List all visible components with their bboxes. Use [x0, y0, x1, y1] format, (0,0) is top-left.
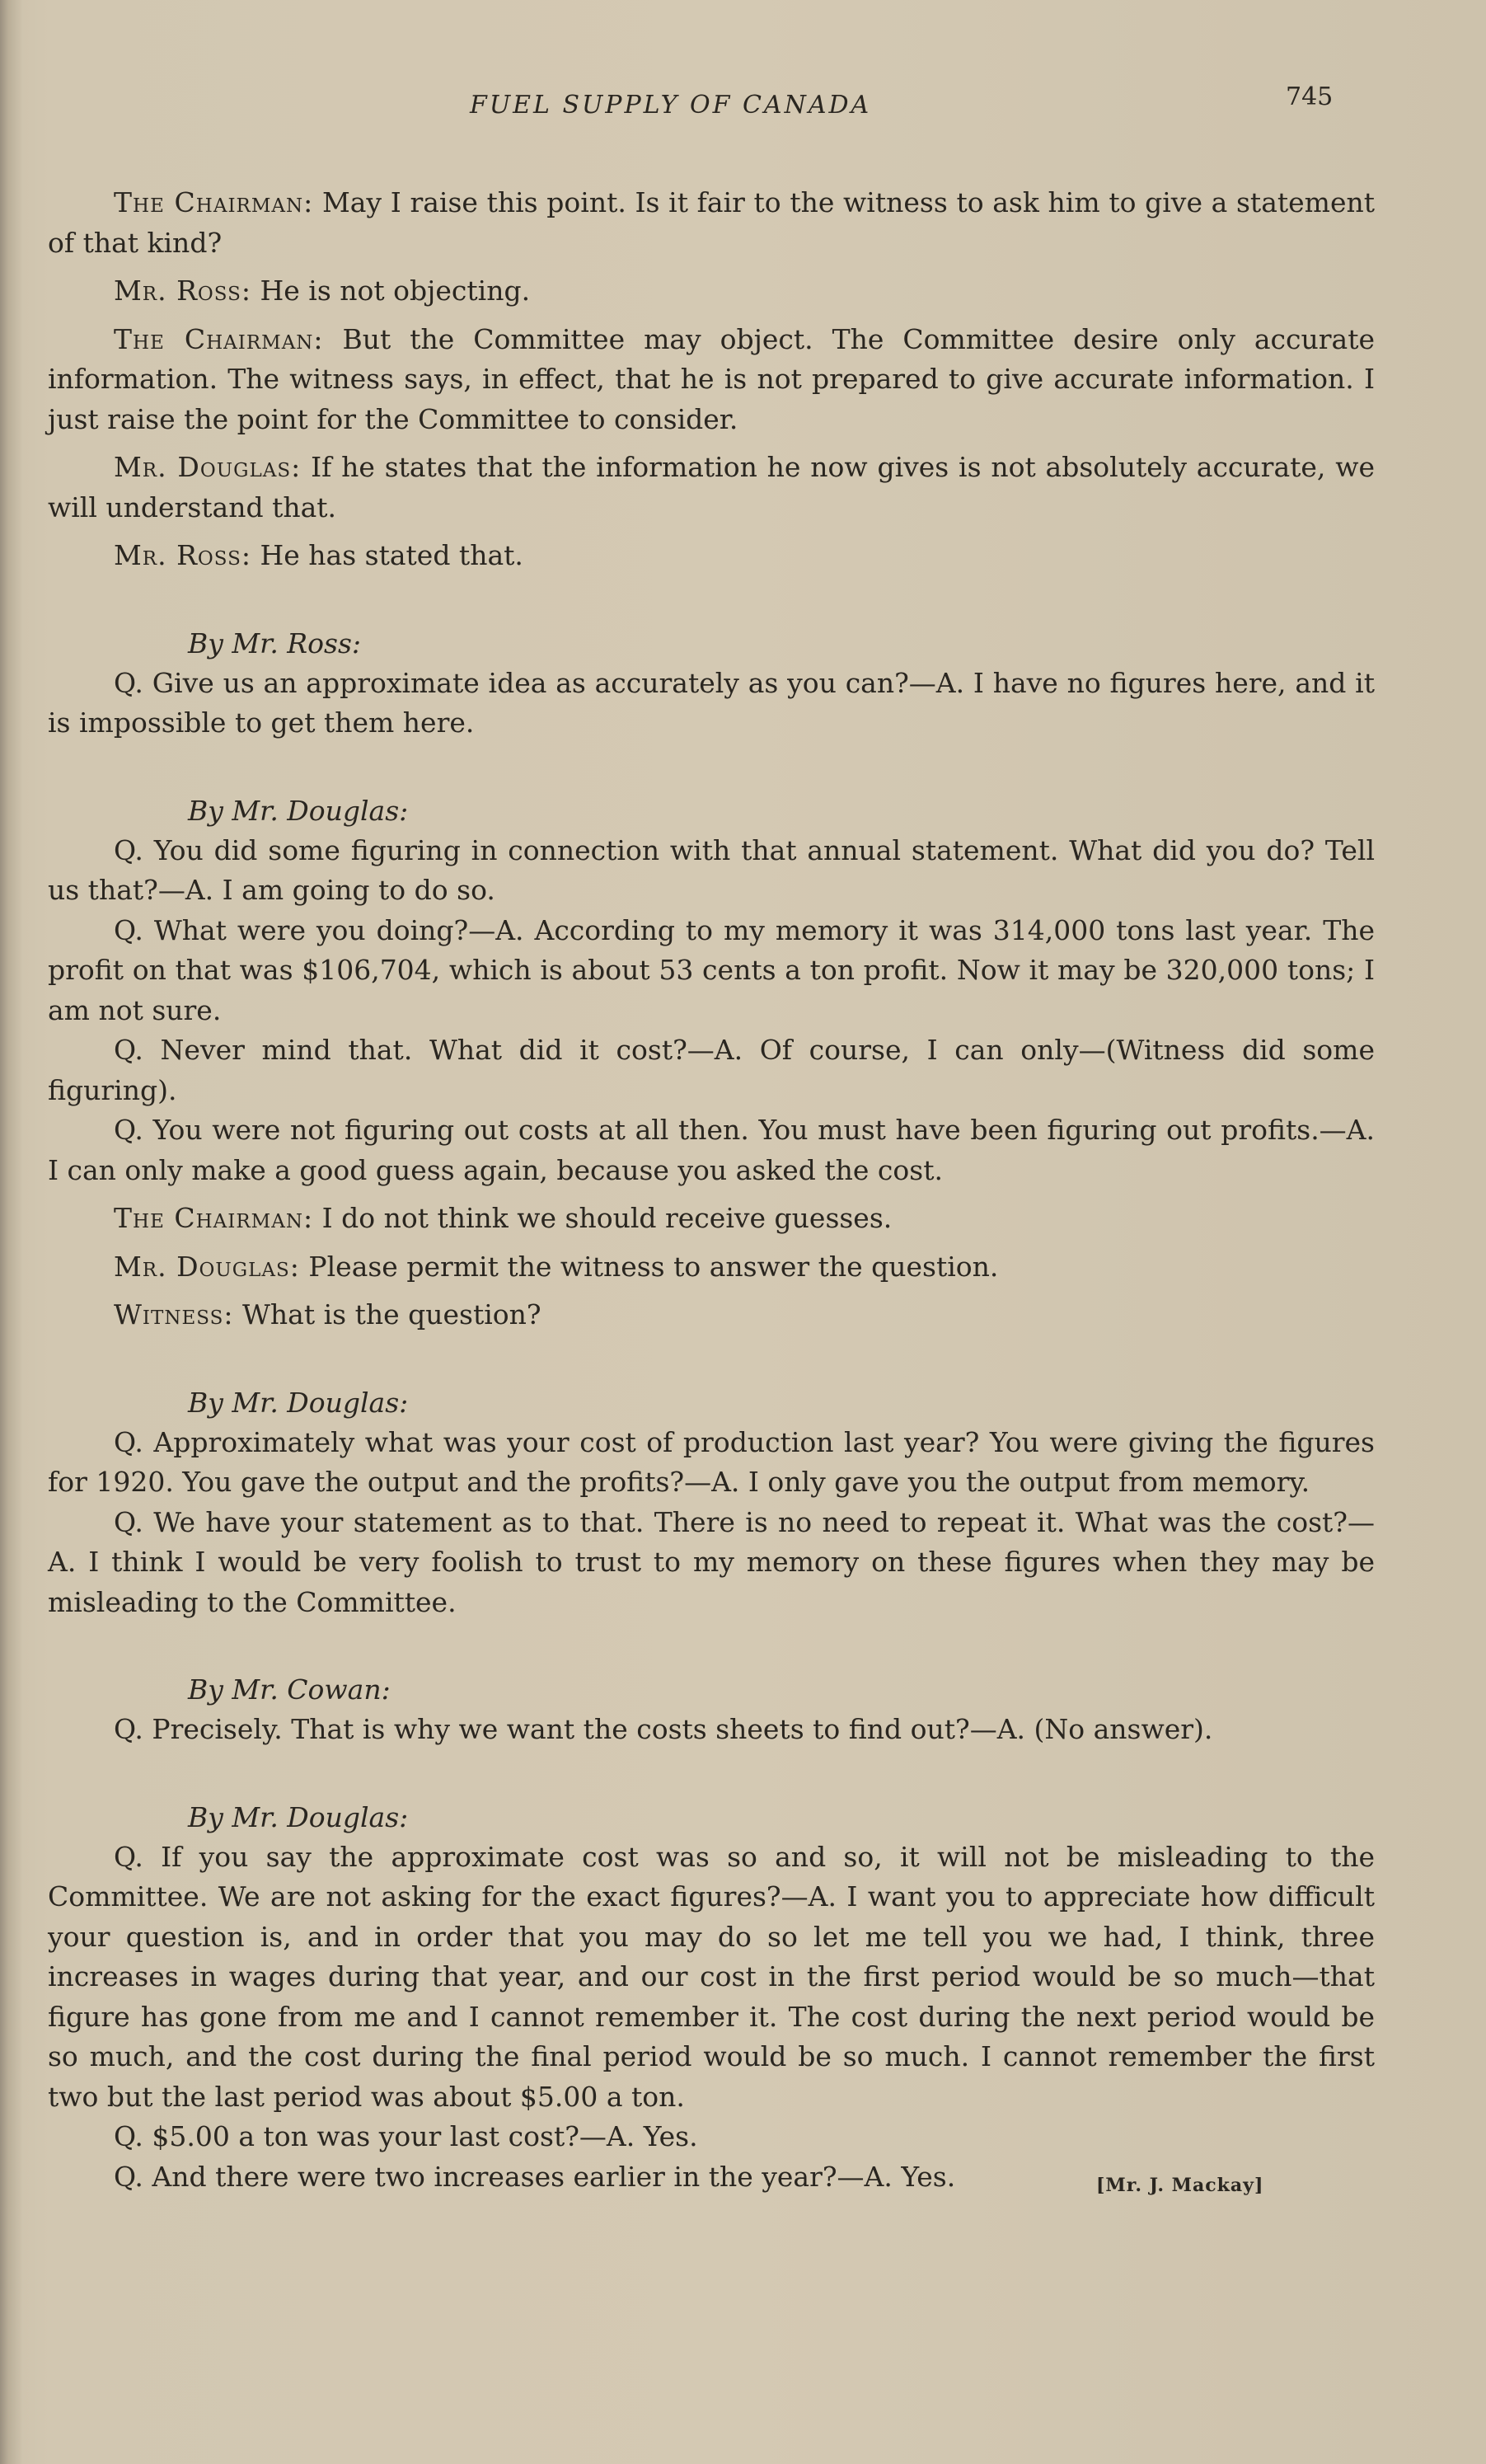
- speaker-paragraph: [48, 271, 1375, 312]
- speaker-text: If he states that the information he now gives is not absolutely accurate, we will understand that.: [48, 451, 1375, 523]
- speaker-name: Witness:: [114, 1298, 234, 1331]
- speaker-paragraph: [48, 183, 1375, 263]
- question-answer: Q. Never mind that. What did it cost?—A. Of course, I can only—(Witness did some figuring).: [48, 1034, 1375, 1106]
- speaker-paragraph: [48, 1295, 1375, 1335]
- speaker-name: The Chairman:: [114, 1202, 314, 1234]
- speaker-name: Mr. Douglas:: [114, 1250, 300, 1283]
- question-answer: Q. Approximately what was your cost of production last year? You were giving the figures for 1920. You gave the output and the profits?—A. I only gave you the output from memory.: [48, 1425, 1375, 1498]
- catchword: [Mr. J. Mackay]: [1096, 2175, 1264, 2196]
- speaker-text: May I raise this point. Is it fair to the witness to ask him to give a statement of that kind?: [48, 186, 1375, 259]
- question-answer: Q. We have your statement as to that. There is no need to repeat it. What was the cost?—A. I think I would be very foolish to trust to my memory on these figures when they may be misleading to the Committee.: [48, 1505, 1375, 1618]
- question-answer: Q. Give us an approximate idea as accurately as you can?—A. I have no figures here, and it is impossible to get them here.: [48, 666, 1375, 739]
- speaker-text: I do not think we should receive guesses.: [313, 1202, 893, 1234]
- question-answer: Q. Precisely. That is why we want the costs sheets to find out?—A. (No answer).: [114, 1713, 1213, 1745]
- question-answer: Q. What were you doing?—A. According to my memory it was 314,000 tons last year. The profit on that was $106,704, which is about 53 cents a ton profit. Now it may be 320,000 tons; I am not sure.: [48, 913, 1375, 1026]
- examiner-heading: By Mr. Douglas:: [188, 1800, 409, 1833]
- speaker-text: He has stated that.: [251, 539, 523, 571]
- examiner-heading: By Mr. Douglas:: [188, 794, 409, 827]
- question-answer: Q. $5.00 a ton was your last cost?—A. Yes.: [114, 2120, 698, 2152]
- speaker-text: What is the question?: [233, 1298, 541, 1331]
- speaker-text: He is not objecting.: [251, 275, 531, 307]
- question-answer: Q. And there were two increases earlier in the year?—A. Yes.: [114, 2160, 956, 2193]
- question-answer: Q. You did some figuring in connection with that annual statement. What did you do? Tell us that?—A. I am going to do so.: [48, 833, 1375, 906]
- examiner-heading: By Mr. Douglas:: [188, 1386, 409, 1419]
- speaker-name: The Chairman:: [114, 186, 314, 218]
- speaker-name: Mr. Douglas:: [114, 451, 302, 483]
- speaker-paragraph: [48, 536, 1375, 576]
- speaker-name: Mr. Ross:: [114, 539, 252, 571]
- page-number: 745: [1286, 82, 1334, 111]
- examiner-heading: By Mr. Ross:: [188, 627, 362, 659]
- speaker-text: Please permit the witness to answer the question.: [299, 1250, 999, 1283]
- speaker-paragraph: [48, 1199, 1375, 1239]
- question-answer: Q. If you say the approximate cost was so and so, it will not be misleading to the Committee. We are not asking for the exact figures?—A. I want you to appreciate how difficult your question is, and in order that you may do so let me tell you we had, I think, three increases in wages during that year, and our cost in the first period would be so much—that figure has gone from me and I cannot remember it. The cost during the next period would be so much, and the cost during the final period would be so much. I cannot remember the first two but the last period was about $5.00 a ton.: [48, 1840, 1375, 2113]
- speaker-paragraph: [48, 448, 1375, 528]
- transcript-body: [48, 183, 1375, 2197]
- page-header: [0, 82, 1486, 132]
- speaker-paragraph: [48, 1247, 1375, 1288]
- speaker-name: Mr. Ross:: [114, 275, 252, 307]
- examiner-heading: By Mr. Cowan:: [188, 1673, 391, 1706]
- speaker-paragraph: [48, 320, 1375, 440]
- question-answer: Q. You were not figuring out costs at all then. You must have been figuring out profits.—A. I can only make a good guess again, because you asked the cost.: [48, 1114, 1375, 1186]
- running-head: FUEL SUPPLY OF CANADA: [470, 91, 872, 120]
- speaker-text: But the Committee may object. The Committee desire only accurate information. The witness says, in effect, that he is not prepared to give accurate information. I just raise the point for the Committee to consider.: [48, 322, 1376, 435]
- speaker-name: The Chairman:: [114, 322, 324, 355]
